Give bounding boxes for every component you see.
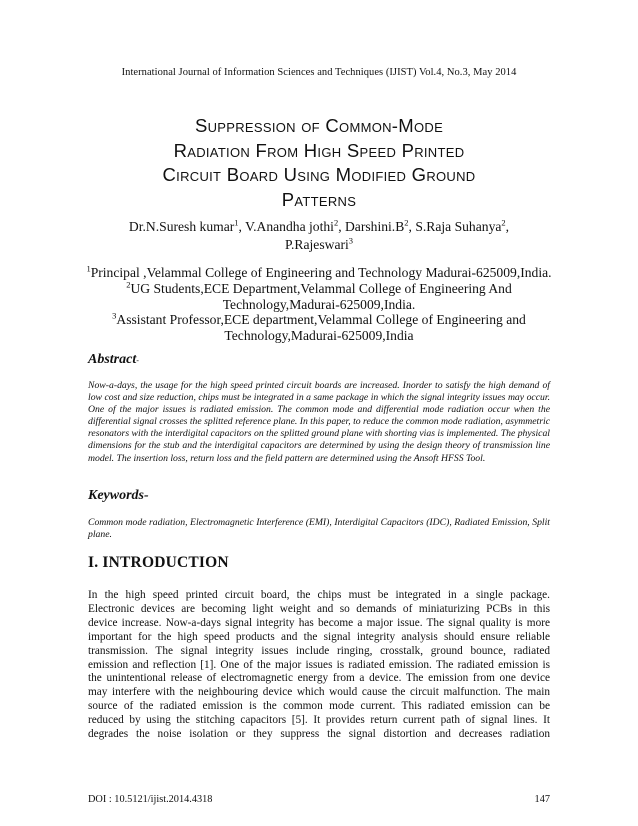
affiliation-text: UG Students,ECE Department,Velammal College of Engineering And [130,280,512,296]
paragraph-line: degrades the noise isolation or they suppress the signal distortion and decreases radiation [88,728,550,741]
affil-mark: 2 [126,279,131,290]
author-name: , S.Raja Suhanya [408,219,502,234]
paragraph-line: the unintentional release of electromagnetic energy from a device. The emission from one device [88,672,550,685]
doi-footer: DOI : 10.5121/ijist.2014.4318 [88,794,213,805]
title-line: Circuit Board Using Modified Ground [162,164,476,185]
paragraph-line: device increase. Now-a-days signal integrity has become a major issue. The signal quality is more [88,616,550,629]
affiliation-text: Assistant Professor,ECE department,Velammal College of Engineering and [116,312,526,328]
author-affil-mark: 3 [348,235,354,246]
author-line [60,236,578,254]
paragraph-line: transmission. The signal integrity issues include ringing, crosstalk, ground bounce, radiated [88,644,550,657]
abstract-heading-text: Abstract [88,352,137,367]
affiliation-line [48,312,590,328]
paragraph-line: emission and reflection [1]. One of the major issues is radiated emission. The radiated emission is [88,658,550,671]
paragraph-line: source of the radiated emission is the common mode current. This radiated emission can be [88,700,550,713]
introduction-heading: I. INTRODUCTION [88,554,229,571]
title-line: Patterns [281,188,357,210]
title-line: Suppression of Common-Mode [194,115,444,136]
affil-mark: 1 [86,263,91,274]
author-affil-mark: 1 [234,217,239,228]
keywords-heading: Keywords- [88,488,149,503]
paragraph-line: In the high speed printed circuit board, the chips must be integrated in a single package. [88,589,550,601]
author-line [60,218,578,236]
page-number: 147 [534,794,550,805]
affiliation-line [48,281,590,297]
author-name: , Darshini.B [338,219,405,234]
author-name: Dr.N.Suresh kumar [128,219,235,234]
affiliations [48,265,590,344]
introduction-text [88,589,550,742]
keywords-text: Common mode radiation, Electromagnetic Interference (EMI), Interdigital Capacitors (IDC), Radiated Emission, Split plane. [88,517,550,541]
author-separator: , [505,219,510,234]
affiliation-line: Technology,Madurai-625009,India. [222,296,416,312]
paragraph-line: important for the high speed products and the signal integrity analysis should ensure reliable [88,630,550,643]
author-list [60,218,578,254]
abstract-text: Now-a-days, the usage for the high speed printed circuit boards are increased. Inorder to satisfy the high demand of low cost and size reduction, chips must be integrated in a same package in which the signal integrity issues may occur. One of the major issues is radiated emission. The common mode and differential mode radiation occur when the differential signal crosses the splitted reference plane. In this paper, to reduce the common mode radiation, asymmetric resonators with the interdigital capacitors on the splitted ground plane with shorting vias is implemented. The physical dimensions for the stub and the interdigital capacitors are determined by using the design theory of transmission line model. The insertion loss, return loss and the field pattern are determined using the Ansoft HFSS Tool. [88,380,550,464]
author-affil-mark: 2 [501,217,506,228]
author-name: P.Rajeswari [284,237,349,252]
paper-title [80,114,558,212]
abstract-heading-dash: - [136,356,139,365]
affiliation-text: Principal ,Velammal College of Engineering and Technology Madurai-625009,India. [90,265,552,280]
affil-mark: 3 [112,310,117,321]
affiliation-line: Technology,Madurai-625009,India [224,328,414,344]
paragraph-line: Electronic devices are becoming light weight and so demands of miniaturizing PCBs in this [88,602,550,615]
title-line: Radiation From High Speed Printed [173,139,465,161]
paragraph-line: may interfere with the neighbouring device which would cause the circuit malfunction. The main [88,686,550,699]
author-affil-mark: 2 [404,217,409,228]
author-name: , V.Anandha jothi [238,219,334,234]
paragraph-line: reduced by using the stitching capacitors [5]. It provides return current path of signal lines. It [88,714,550,727]
abstract-heading [88,352,139,368]
author-affil-mark: 2 [333,217,339,228]
journal-header: International Journal of Information Sciences and Techniques (IJIST) Vol.4, No.3, May 2014 [121,67,517,78]
